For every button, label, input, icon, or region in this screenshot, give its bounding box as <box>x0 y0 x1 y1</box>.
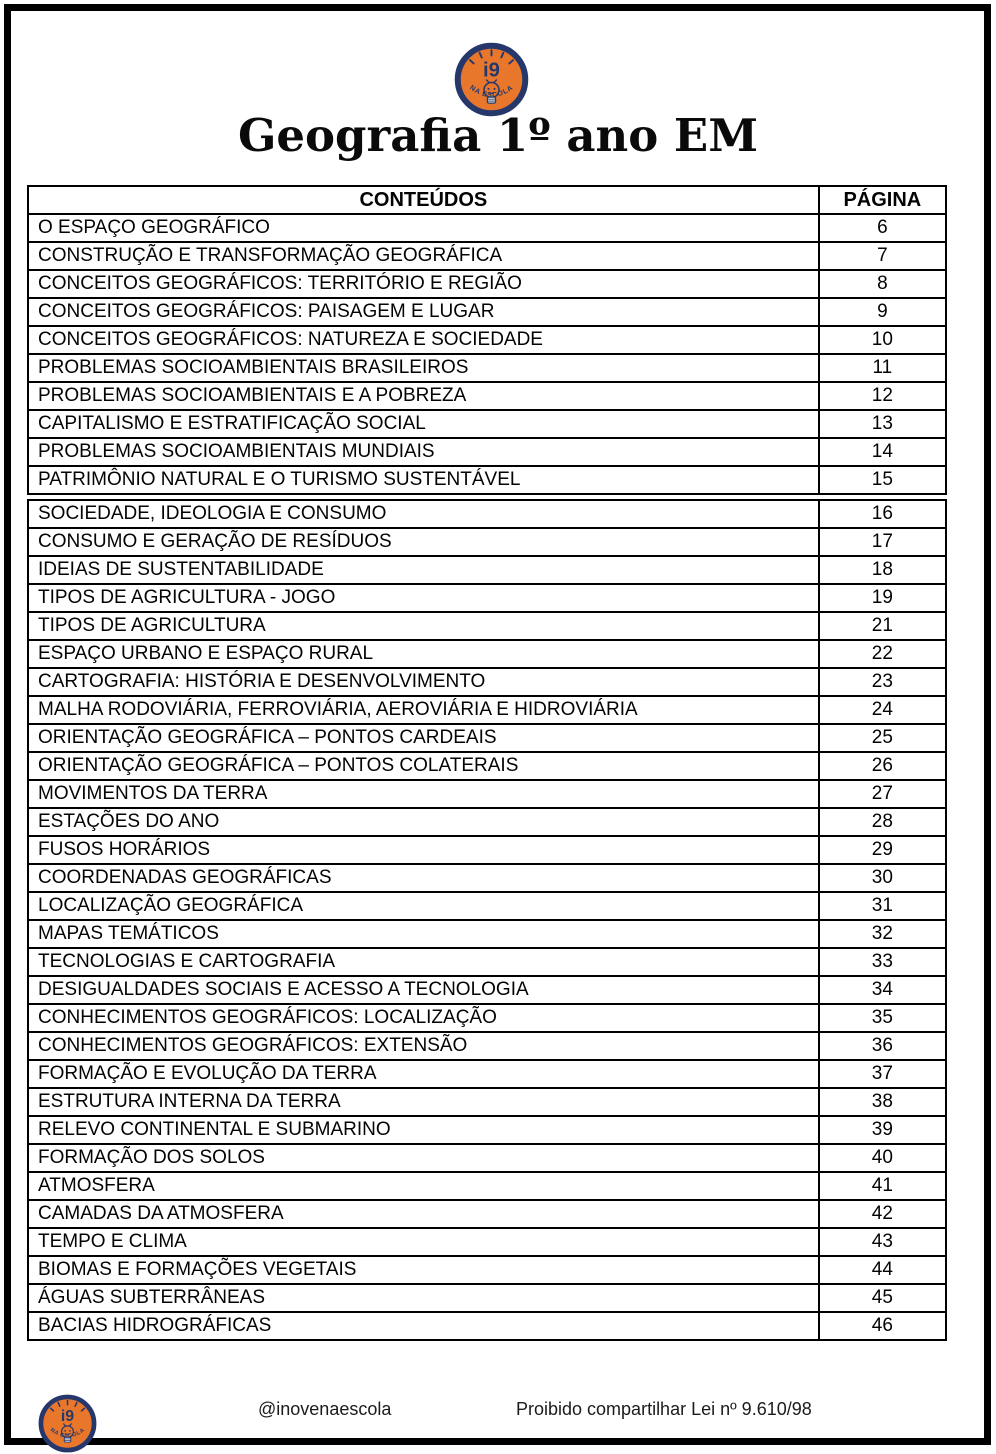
row-content-title: CONHECIMENTOS GEOGRÁFICOS: LOCALIZAÇÃO <box>28 1004 819 1032</box>
row-page-number: 30 <box>819 864 946 892</box>
table-row <box>28 382 946 410</box>
table-row <box>28 836 946 864</box>
table-row <box>28 1144 946 1172</box>
row-content-title: CAMADAS DA ATMOSFERA <box>28 1200 819 1228</box>
row-page-number: 42 <box>819 1200 946 1228</box>
row-content-title: TIPOS DE AGRICULTURA <box>28 612 819 640</box>
table-row <box>28 1004 946 1032</box>
column-header-conteudos: CONTEÚDOS <box>28 186 819 214</box>
table-row <box>28 1060 946 1088</box>
table-row <box>28 668 946 696</box>
row-content-title: ESTRUTURA INTERNA DA TERRA <box>28 1088 819 1116</box>
row-page-number: 19 <box>819 584 946 612</box>
row-content-title: ESTAÇÕES DO ANO <box>28 808 819 836</box>
table-row <box>28 780 946 808</box>
row-page-number: 26 <box>819 752 946 780</box>
i9-na-escola-logo-icon <box>454 42 529 117</box>
row-page-number: 21 <box>819 612 946 640</box>
row-page-number: 12 <box>819 382 946 410</box>
row-page-number: 6 <box>819 214 946 242</box>
table-row <box>28 326 946 354</box>
table-row <box>28 864 946 892</box>
footer-social-handle: @inovenaescola <box>258 1399 392 1419</box>
row-content-title: FORMAÇÃO DOS SOLOS <box>28 1144 819 1172</box>
row-content-title: CAPITALISMO E ESTRATIFICAÇÃO SOCIAL <box>28 410 819 438</box>
row-page-number: 39 <box>819 1116 946 1144</box>
table-row <box>28 242 946 270</box>
row-page-number: 15 <box>819 466 946 494</box>
row-content-title: CONSTRUÇÃO E TRANSFORMAÇÃO GEOGRÁFICA <box>28 242 819 270</box>
row-page-number: 33 <box>819 948 946 976</box>
row-page-number: 40 <box>819 1144 946 1172</box>
table-row <box>28 1032 946 1060</box>
row-page-number: 43 <box>819 1228 946 1256</box>
table-row <box>28 298 946 326</box>
row-content-title: FORMAÇÃO E EVOLUÇÃO DA TERRA <box>28 1060 819 1088</box>
table-row <box>28 410 946 438</box>
table-row <box>28 976 946 1004</box>
table-row <box>28 612 946 640</box>
row-page-number: 13 <box>819 410 946 438</box>
row-content-title: O ESPAÇO GEOGRÁFICO <box>28 214 819 242</box>
row-page-number: 7 <box>819 242 946 270</box>
table-header-row <box>28 186 946 214</box>
table-row <box>28 1088 946 1116</box>
contents-table-section-2 <box>27 499 947 1341</box>
row-page-number: 16 <box>819 500 946 528</box>
row-content-title: MOVIMENTOS DA TERRA <box>28 780 819 808</box>
table-row <box>28 270 946 298</box>
row-content-title: TIPOS DE AGRICULTURA - JOGO <box>28 584 819 612</box>
table-row <box>28 696 946 724</box>
table-row <box>28 1284 946 1312</box>
row-page-number: 9 <box>819 298 946 326</box>
row-content-title: CONCEITOS GEOGRÁFICOS: TERRITÓRIO E REGIÃO <box>28 270 819 298</box>
page-title: Geografia 1º ano EM <box>237 109 759 162</box>
row-content-title: TECNOLOGIAS E CARTOGRAFIA <box>28 948 819 976</box>
row-content-title: CONSUMO E GERAÇÃO DE RESÍDUOS <box>28 528 819 556</box>
row-content-title: PATRIMÔNIO NATURAL E O TURISMO SUSTENTÁVEL <box>28 466 819 494</box>
row-content-title: ORIENTAÇÃO GEOGRÁFICA – PONTOS CARDEAIS <box>28 724 819 752</box>
row-page-number: 46 <box>819 1312 946 1340</box>
table-row <box>28 1312 946 1340</box>
row-page-number: 23 <box>819 668 946 696</box>
table-row <box>28 354 946 382</box>
table-row <box>28 640 946 668</box>
row-content-title: SOCIEDADE, IDEOLOGIA E CONSUMO <box>28 500 819 528</box>
row-content-title: CONHECIMENTOS GEOGRÁFICOS: EXTENSÃO <box>28 1032 819 1060</box>
table-row <box>28 752 946 780</box>
table-row <box>28 724 946 752</box>
row-content-title: MALHA RODOVIÁRIA, FERROVIÁRIA, AEROVIÁRIA E HIDROVIÁRIA <box>28 696 819 724</box>
table-row <box>28 438 946 466</box>
row-page-number: 41 <box>819 1172 946 1200</box>
row-page-number: 37 <box>819 1060 946 1088</box>
row-content-title: ÁGUAS SUBTERRÂNEAS <box>28 1284 819 1312</box>
row-page-number: 35 <box>819 1004 946 1032</box>
row-page-number: 11 <box>819 354 946 382</box>
row-page-number: 45 <box>819 1284 946 1312</box>
row-page-number: 8 <box>819 270 946 298</box>
row-content-title: CONCEITOS GEOGRÁFICOS: NATUREZA E SOCIEDADE <box>28 326 819 354</box>
row-content-title: BACIAS HIDROGRÁFICAS <box>28 1312 819 1340</box>
row-content-title: BIOMAS E FORMAÇÕES VEGETAIS <box>28 1256 819 1284</box>
row-page-number: 32 <box>819 920 946 948</box>
row-content-title: ORIENTAÇÃO GEOGRÁFICA – PONTOS COLATERAIS <box>28 752 819 780</box>
table-row <box>28 948 946 976</box>
row-page-number: 14 <box>819 438 946 466</box>
row-content-title: MAPAS TEMÁTICOS <box>28 920 819 948</box>
row-page-number: 27 <box>819 780 946 808</box>
row-content-title: ESPAÇO URBANO E ESPAÇO RURAL <box>28 640 819 668</box>
row-page-number: 24 <box>819 696 946 724</box>
table-row <box>28 528 946 556</box>
table-row <box>28 1200 946 1228</box>
table-row <box>28 1256 946 1284</box>
row-page-number: 10 <box>819 326 946 354</box>
row-content-title: TEMPO E CLIMA <box>28 1228 819 1256</box>
i9-na-escola-footer-logo-icon <box>38 1394 97 1453</box>
row-page-number: 28 <box>819 808 946 836</box>
row-content-title: RELEVO CONTINENTAL E SUBMARINO <box>28 1116 819 1144</box>
row-content-title: PROBLEMAS SOCIOAMBIENTAIS E A POBREZA <box>28 382 819 410</box>
row-content-title: PROBLEMAS SOCIOAMBIENTAIS MUNDIAIS <box>28 438 819 466</box>
row-page-number: 31 <box>819 892 946 920</box>
table-row <box>28 556 946 584</box>
column-header-pagina: PÁGINA <box>819 186 946 214</box>
footer-copyright-notice: Proibido compartilhar Lei nº 9.610/98 <box>516 1399 812 1419</box>
row-page-number: 22 <box>819 640 946 668</box>
table-row <box>28 920 946 948</box>
row-page-number: 18 <box>819 556 946 584</box>
table-row <box>28 1172 946 1200</box>
row-page-number: 25 <box>819 724 946 752</box>
row-page-number: 36 <box>819 1032 946 1060</box>
row-content-title: FUSOS HORÁRIOS <box>28 836 819 864</box>
row-content-title: CARTOGRAFIA: HISTÓRIA E DESENVOLVIMENTO <box>28 668 819 696</box>
row-content-title: ATMOSFERA <box>28 1172 819 1200</box>
table-row <box>28 214 946 242</box>
row-page-number: 38 <box>819 1088 946 1116</box>
row-page-number: 29 <box>819 836 946 864</box>
row-page-number: 44 <box>819 1256 946 1284</box>
table-row <box>28 500 946 528</box>
row-page-number: 34 <box>819 976 946 1004</box>
row-content-title: PROBLEMAS SOCIOAMBIENTAIS BRASILEIROS <box>28 354 819 382</box>
row-content-title: DESIGUALDADES SOCIAIS E ACESSO A TECNOLOGIA <box>28 976 819 1004</box>
table-row <box>28 1116 946 1144</box>
table-row <box>28 1228 946 1256</box>
row-page-number: 17 <box>819 528 946 556</box>
row-content-title: IDEIAS DE SUSTENTABILIDADE <box>28 556 819 584</box>
table-row <box>28 466 946 494</box>
contents-table-section-1 <box>27 185 947 495</box>
row-content-title: COORDENADAS GEOGRÁFICAS <box>28 864 819 892</box>
row-content-title: LOCALIZAÇÃO GEOGRÁFICA <box>28 892 819 920</box>
row-content-title: CONCEITOS GEOGRÁFICOS: PAISAGEM E LUGAR <box>28 298 819 326</box>
table-of-contents <box>27 185 947 1341</box>
table-row <box>28 584 946 612</box>
table-row <box>28 892 946 920</box>
table-row <box>28 808 946 836</box>
